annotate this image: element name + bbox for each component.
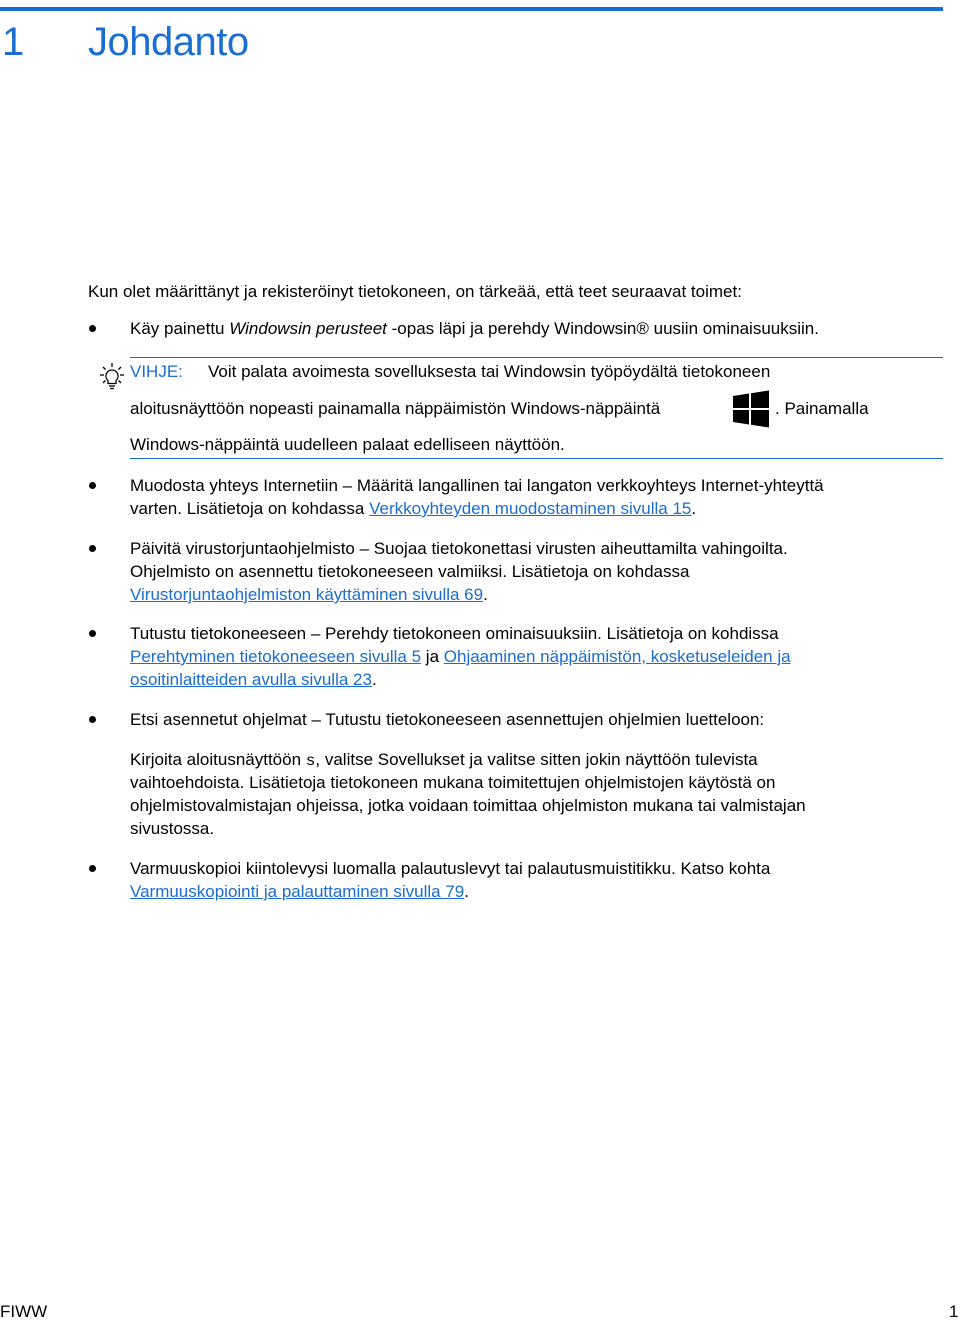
chapter-title: Johdanto (88, 20, 249, 64)
link-navigating[interactable]: Ohjaaminen näppäimistön, kosketuseleiden ja (443, 647, 791, 666)
item-title: Muodosta yhteys Internetiin (130, 476, 338, 495)
bullet-dot (89, 325, 96, 332)
link-backup[interactable]: Varmuuskopiointi ja palauttaminen sivulla 79 (130, 882, 465, 901)
text: Suojaa tietokonettasi virusten aiheuttamilta vahingoilta. (373, 539, 788, 558)
bullet-dot (89, 716, 96, 723)
lightbulb-icon (98, 362, 126, 392)
bullet-dot (89, 630, 96, 637)
text: ja valitse sitten jokin näyttöön tulevista (464, 750, 758, 769)
item-title: Tutustu tietokoneeseen (130, 624, 307, 643)
list-item-installed-programs (130, 709, 764, 731)
installed-programs-p1 (130, 749, 758, 772)
intro-paragraph: Kun olet määrittänyt ja rekisteröinyt tietokoneen, on tärkeää, että teet seuraavat toimet: (88, 282, 742, 301)
bullet-dot (89, 545, 96, 552)
list-item-explore-line-2 (130, 646, 791, 668)
list-item-antivirus (130, 538, 788, 560)
chapter-heading (2, 20, 249, 65)
tip-label: VIHJE: (130, 362, 183, 381)
link-antivirus[interactable]: Virustorjuntaohjelmiston käyttäminen sivulla 69 (130, 585, 484, 604)
installed-programs-p3: ohjelmistovalmistajan ohjeissa, jotka voidaan toimittaa ohjelmiston mukana tai valmistajan (130, 796, 806, 815)
list-item-backup-line-2 (130, 881, 469, 903)
list-item-internet-line-2 (130, 498, 696, 520)
key-s: s (305, 752, 316, 770)
item-title: Päivitä virustorjuntaohjelmisto (130, 539, 355, 558)
text: Tutustu tietokoneeseen asennettujen ohjelmien luetteloon: (325, 710, 765, 729)
dash: – (306, 710, 326, 729)
link-navigating-cont[interactable]: osoitinlaitteiden avulla sivulla 23 (130, 670, 372, 689)
text: , valitse (315, 750, 378, 769)
dash: – (306, 624, 326, 643)
text: varten. Lisätietoja on kohdassa (130, 499, 370, 518)
list-item-explore (130, 623, 779, 645)
text: . (483, 585, 488, 604)
chapter-number: 1 (2, 20, 24, 64)
top-rule (0, 7, 943, 11)
tip-top-rule (130, 357, 943, 358)
installed-programs-p4: sivustossa. (130, 819, 215, 838)
text: Perehdy tietokoneen ominaisuuksiin. Lisätietoja on kohdissa (325, 624, 779, 643)
tip-line-1: Voit palata avoimesta sovelluksesta tai Windowsin työpöydältä tietokoneen (208, 362, 771, 381)
text: . (691, 499, 697, 518)
tip-line-3: Windows-näppäintä uudelleen palaat edelliseen näyttöön. (130, 435, 565, 454)
text: . (371, 670, 377, 689)
list-item-antivirus-line-2: Ohjelmisto on asennettu tietokoneeseen valmiiksi. Lisätietoja on kohdassa (130, 562, 690, 581)
text: . (464, 882, 469, 901)
link-network-connection[interactable]: Verkkoyhteyden muodostaminen sivulla 15 (369, 499, 692, 518)
installed-programs-p2: vaihtoehdoista. Lisätietoja tietokoneen mukana toimitettujen ohjelmistojen käytöstä on (130, 773, 776, 792)
text: Käy painettu (130, 319, 230, 338)
page-number: 1 (949, 1302, 959, 1321)
text: Määritä langallinen tai langaton verkkoyhteys Internet-yhteyttä (356, 476, 824, 495)
text: ja (421, 647, 444, 666)
tip-line-2-end: . Painamalla (775, 399, 869, 418)
list-item-windows-basics (130, 318, 819, 340)
bullet-dot (89, 482, 96, 489)
list-item-explore-line-3 (130, 669, 377, 691)
list-item-backup: Varmuuskopioi kiintolevysi luomalla palautuslevyt tai palautusmuistitikku. Katso kohta (130, 859, 771, 878)
tip-bottom-rule (130, 458, 943, 459)
windows-key-icon (730, 388, 772, 430)
dash: – (337, 476, 357, 495)
apps-label: Sovellukset (377, 750, 465, 769)
link-getting-to-know[interactable]: Perehtyminen tietokoneeseen sivulla 5 (130, 647, 422, 666)
guide-title: Windowsin perusteet (229, 319, 387, 338)
list-item-internet (130, 475, 824, 497)
item-title: Etsi asennetut ohjelmat (130, 710, 307, 729)
dash: – (354, 539, 374, 558)
text: Kirjoita aloitusnäyttöön (130, 750, 306, 769)
text: -opas läpi ja perehdy Windowsin® uusiin ominaisuuksiin. (386, 319, 819, 338)
text: aloitusnäyttöön nopeasti painamalla näppäimistön Windows-näppäintä (130, 399, 661, 418)
footer-left: FIWW (0, 1302, 48, 1321)
tip-line-2 (130, 398, 660, 420)
bullet-dot (89, 865, 96, 872)
list-item-antivirus-line-3 (130, 584, 488, 606)
